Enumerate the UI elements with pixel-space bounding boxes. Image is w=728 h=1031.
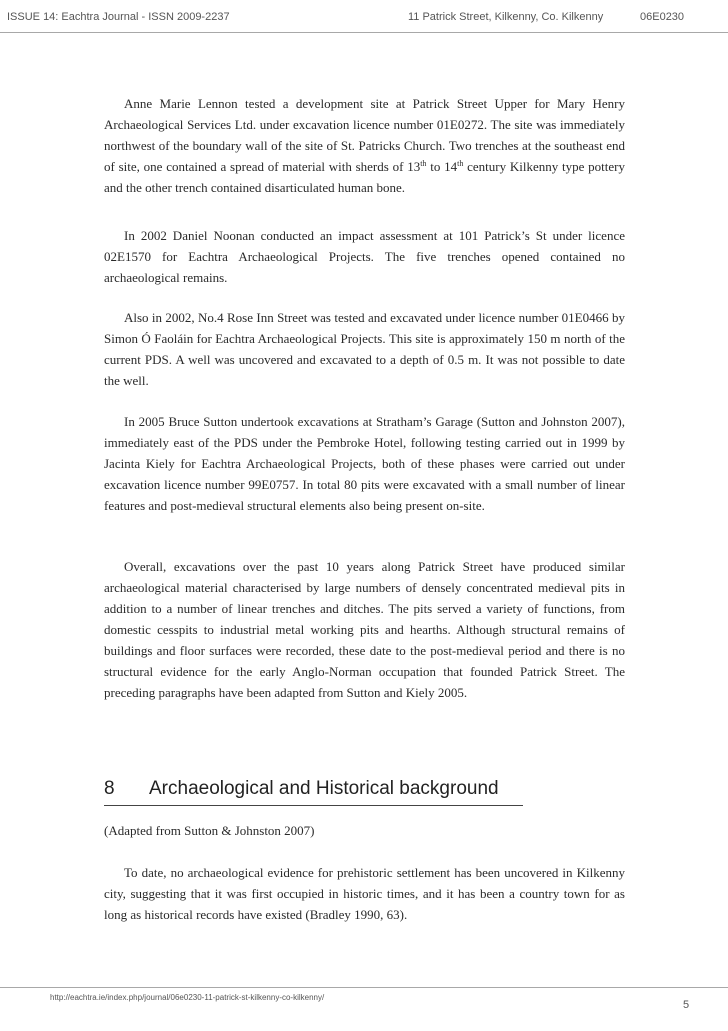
paragraph-rose-inn: Also in 2002, No.4 Rose Inn Street was tested and excavated under licence number 01E0466 by Simon Ó Faoláin for Eachtra Archaeological Projects. This site is approximately 150 m north of the current PDS. A well was uncovered and excavated to a depth of 0.5 m. It was not possible to date the well. [104,310,625,388]
journal-issue-label: ISSUE 14: Eachtra Journal - ISSN 2009-2237 [7,11,230,23]
section-subtitle: (Adapted from Sutton & Johnston 2007) [104,823,315,838]
paragraph-prehistoric: To date, no archaeological evidence for prehistoric settlement has been uncovered in Kilkenny city, suggesting that it was first occupied in historic times, and it has been a country town for as long as historical records have existed (Bradley 1990, 63). [104,865,625,922]
section-heading [104,778,523,806]
paragraph-overall: Overall, excavations over the past 10 years along Patrick Street have produced similar archaeological material characterised by large numbers of densely concentrated medieval pits in addition to a number of linear trenches and ditches. The pits served a variety of functions, from domestic cesspits to industrial metal working pits and hearths. Although structural remains of buildings and floor surfaces were recorded, these date to the post-medieval period and there is no structural evidence for the early Anglo-Norman occupation that founded Patrick Street. The preceding paragraphs have been adapted from Sutton and Kiely 2005. [104,559,625,700]
site-address-label: 11 Patrick Street, Kilkenny, Co. Kilkenny [408,11,604,23]
paragraph-lennon: Anne Marie Lennon tested a development site at Patrick Street Upper for Mary Henry Archaeological Services Ltd. under excavation licence number 01E0272. The site was immediately northwest of the boundary wall of the site of St. Patricks Church. Two trenches at the southeast end of site, one contained a spread of material with sherds of 13th to 14th century Kilkenny type pottery and the other trench contained disarticulated human bone. [104,96,625,195]
section-title: Archaeological and Historical background [149,778,499,799]
footer-url-link[interactable]: http://eachtra.ie/index.php/journal/06e0230-11-patrick-st-kilkenny-co-kilkenny/ [50,993,325,1002]
licence-code-label: 06E0230 [640,11,685,23]
page-header [0,0,728,33]
page-number: 5 [683,999,690,1011]
paragraph-noonan: In 2002 Daniel Noonan conducted an impact assessment at 101 Patrick’s St under licence 02E1570 for Eachtra Archaeological Projects. The five trenches opened contained no archaeological remains. [104,228,625,285]
section-number: 8 [104,778,115,799]
page-footer [0,987,728,1031]
paragraph-sutton: In 2005 Bruce Sutton undertook excavations at Stratham’s Garage (Sutton and Johnston 2007), immediately east of the PDS under the Pembroke Hotel, following testing carried out in 1999 by Jacinta Kiely for Eachtra Archaeological Projects, both of these phases were carried out under excavation licence number 99E0757. In total 80 pits were excavated with a small number of linear features and post-medieval structural elements also being present on-site. [104,414,625,513]
